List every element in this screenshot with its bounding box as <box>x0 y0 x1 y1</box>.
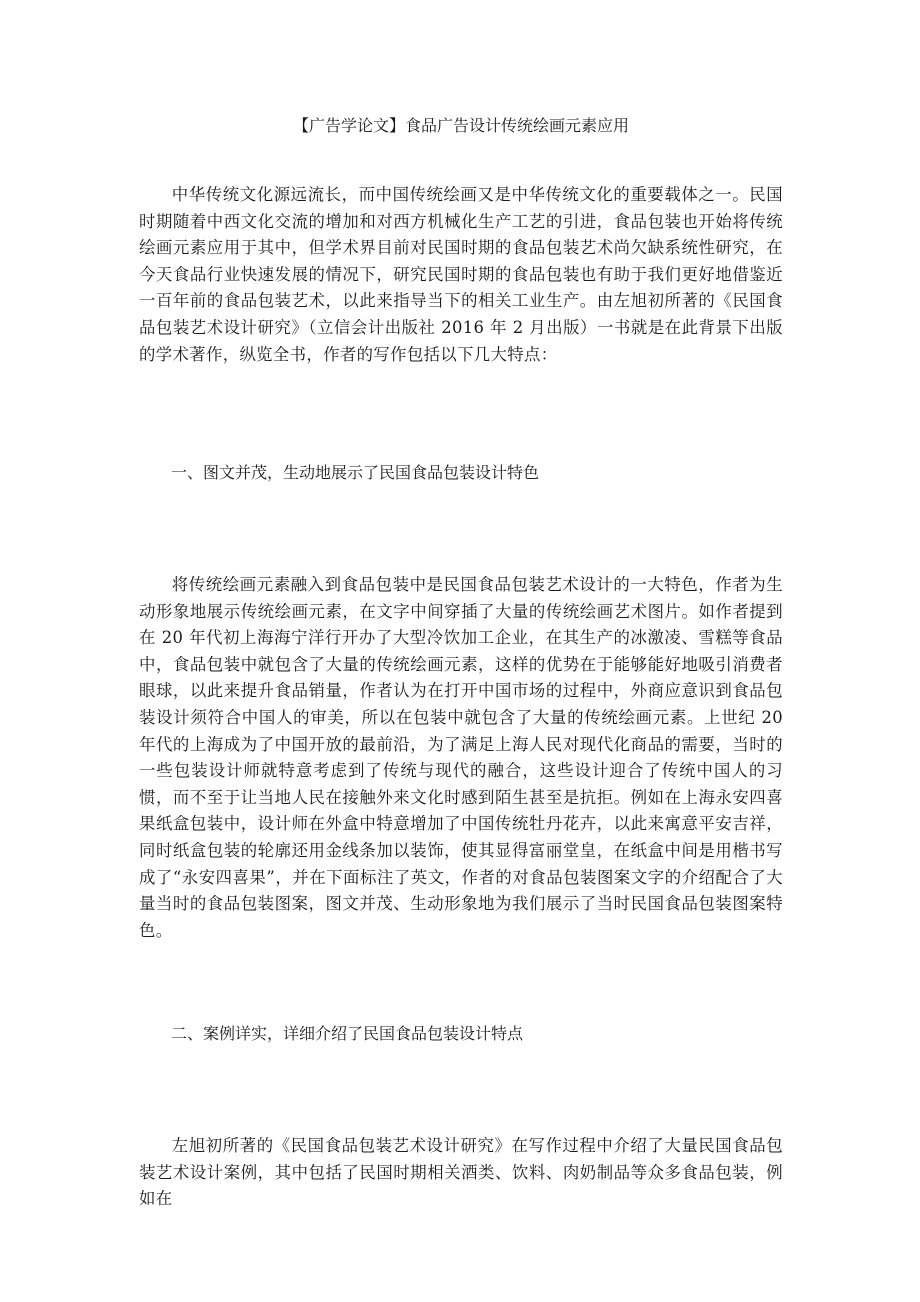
document-title: 【广告学论文】食品广告设计传统绘画元素应用 <box>292 116 629 135</box>
section-body-2: 左旭初所著的《民国食品包装艺术设计研究》在写作过程中介绍了大量民国食品包装艺术设计案例，其中包括了民国时期相关酒类、饮料、肉奶制品等众多食品包装，例如在 <box>139 1136 783 1209</box>
section-heading-1: 一、图文并茂，生动地展示了民国食品包装设计特色 <box>171 463 540 482</box>
section-heading-2: 二、案例详实，详细介绍了民国食品包装设计特点 <box>171 1024 524 1043</box>
section-body-1: 将传统绘画元素融入到食品包装中是民国食品包装艺术设计的一大特色，作者为生动形象地展示传统绘画元素，在文字中间穿插了大量的传统绘画艺术图片。如作者提到在 20 年代初上海海宁洋行开办了大型冷饮加工企业，在其生产的冰激凌、雪糕等食品中，食品包装中就包含了大量的传统绘画元素，这样的优势在于能够能好地吸引消费者眼球，以此来提升食品销量，作者认为在打开中国市场的过程中，外商应意识到食品包装设计须符合中国人的审美，所以在包装中就包含了大量的传统绘画元素。上世纪 20 年代的上海成为了中国开放的最前沿，为了满足上海人民对现代化商品的需要，当时的一些包装设计师就特意考虑到了传统与现代的融合，这些设计迎合了传统中国人的习惯，而不至于让当地人民在接触外来文化时感到陌生甚至是抗拒。例如在上海永安四喜果纸盒包装中，设计师在外盒中特意增加了中国传统牡丹花卉，以此来寓意平安吉祥，同时纸盒包装的轮廓还用金线条加以装饰，使其显得富丽堂皇，在纸盒中间是用楷书写成了“永安四喜果”，并在下面标注了英文，作者的对食品包装图案文字的介绍配合了大量当时的食品包装图案，图文并茂、生动形象地为我们展示了当时民国食品包装图案特色。 <box>139 575 783 940</box>
intro-paragraph: 中华传统文化源远流长，而中国传统绘画又是中华传统文化的重要载体之一。民国时期随着中西文化交流的增加和对西方机械化生产工艺的引进，食品包装也开始将传统绘画元素应用于其中，但学术界目前对民国时期的食品包装艺术尚欠缺系统性研究，在今天食品行业快速发展的情况下，研究民国时期的食品包装也有助于我们更好地借鉴近一百年前的食品包装艺术，以此来指导当下的相关工业生产。由左旭初所著的《民国食品包装艺术设计研究》（立信会计出版社 2016 年 2 月出版）一书就是在此背景下出版的学术著作，纵览全书，作者的写作包括以下几大特点： <box>139 185 783 364</box>
